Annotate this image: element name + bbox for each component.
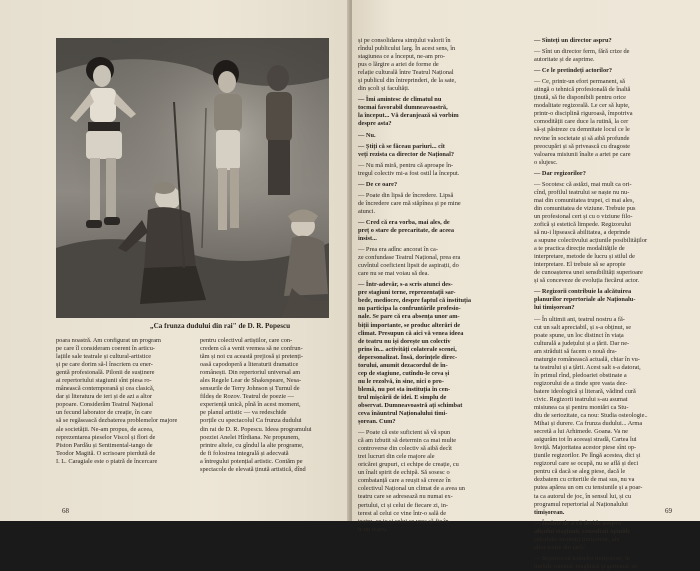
photo-caption: „Ca frunza dudului din rai" de D. R. Popescu xyxy=(150,322,291,330)
text-line: cep de stagiune, cutîndu-le ceva și xyxy=(358,369,450,377)
text-line: — Sînteți un director aspru? xyxy=(534,37,612,44)
text-line: a întregului potențial artistic. Contăm pe xyxy=(200,457,303,465)
text-line: — Într-adevăr, s-a scris atunci des- xyxy=(358,281,453,289)
text-line: — Îmi amintesc de climatul nu xyxy=(358,96,442,104)
text-line: observat. Dumneavoastră ați schimbat xyxy=(358,401,463,409)
text-line: rîndul publicului larg. În acest sens, în xyxy=(358,45,456,53)
text-line: celorlalte instituții timișorene, ale xyxy=(534,535,620,543)
text-line: maturgie românească actuală, chiar în vu- xyxy=(534,355,640,363)
left-page xyxy=(0,0,350,521)
text-line: printr-o disciplină riguroasă, împotriva xyxy=(534,110,633,118)
text-line: — Nu. xyxy=(358,131,376,139)
text-line: stagiunea ce a început, ne-am pro- xyxy=(358,53,446,61)
text-line: misiunea ca și pentru montări ca Stu- xyxy=(534,404,629,412)
text-line: altor teatre din țară? xyxy=(534,543,585,551)
text-line: Teodor Magită. O scrisoare pierdută de xyxy=(56,449,156,457)
right-page xyxy=(352,0,700,570)
text-line: — De ce oare? xyxy=(358,180,398,188)
text-column-2 xyxy=(200,337,331,474)
text-line: putea apărea un om cu tensiunile și a poar- xyxy=(534,484,643,492)
text-line: pus o lărgire a ariei de forme de xyxy=(358,61,439,69)
text-line: pentru că dacă se aleg piese, dacă le xyxy=(534,468,626,476)
text-line: combatanță care a reușit să creeze în xyxy=(358,477,451,485)
text-line: în primul rînd, pledoariei obstinate a xyxy=(534,371,627,379)
text-line: — Repertoriul teatrelor timișorene, în xyxy=(534,554,631,562)
text-line: a te practica direcție modalitățile de xyxy=(534,245,625,253)
text-line: preț o stare de precaritate, de aceea xyxy=(358,226,455,234)
text-line: — Știți că se făceau pariuri... cît xyxy=(358,142,445,150)
text-line: ta ca autorul de joc, în sensul lui, și cu xyxy=(534,492,632,500)
text-line: credem că a venit vremea să ne confrun- xyxy=(200,345,303,353)
text-line: — Dar regizorilor? xyxy=(534,169,586,177)
text-line: relație culturală între Teatrul Național xyxy=(358,69,454,77)
text-line: interpretare, metode de lucru și stilul de xyxy=(534,253,635,261)
text-line: poate spune, un loc distinct în viața xyxy=(534,331,624,339)
text-line: — Socotesc că astăzi, mai mult ca ori- xyxy=(534,180,632,188)
text-line: bede, mediocre, despre faptul că instituția xyxy=(358,297,472,305)
text-line: ținută, să fie disponibili pentru orice xyxy=(534,94,626,102)
text-line: afișului stagiunii, consultați opiniile xyxy=(534,527,631,535)
text-line: a supune colectivului acțiunile posibilităților xyxy=(534,237,648,245)
text-line: nale. Se pare că era absența unor am- xyxy=(358,313,460,321)
text-line: culturală a județului și a țării. Dar ne- xyxy=(534,339,630,347)
text-line: reprezentarea pieselor Viscol și flori de xyxy=(56,433,156,441)
text-line: regizorului de a tinde spre vasta dez- xyxy=(534,379,628,387)
text-line: poara noastră. Am configurat un program xyxy=(56,337,161,344)
text-line: autoritate și de asprime. xyxy=(534,56,595,64)
text-line: teatru, ce ic și celui ce vrea să fie în- xyxy=(358,517,451,525)
text-line: șorean. Cum? xyxy=(358,418,396,426)
text-line: românești. Din repertoriul universal am xyxy=(200,369,301,377)
text-line: atingă o tehnică profesională de înaltă xyxy=(534,86,631,94)
text-line: nu le rezolvă, în sine, nici o pro- xyxy=(358,377,444,385)
text-line: I. L. Caragiale este o piatră de încercare xyxy=(56,457,158,465)
text-line: tregul colectiv mi-a fost ostil la început. xyxy=(358,169,460,177)
text-line: torului, anumit dezacordul de în- xyxy=(358,361,448,369)
text-line: ales Regele Lear de Shakespeare, Nesa- xyxy=(200,377,302,385)
text-line: ceva înăuntrul Naționalului timi- xyxy=(358,410,448,418)
text-line: planurilor repertoriale ale Naționalu- xyxy=(534,296,636,304)
text-line: nu participa la confruntările profesio- xyxy=(358,305,461,313)
text-line: despre asta? xyxy=(358,120,392,128)
text-line: valoarea misiunii înalte a artei pe care xyxy=(534,150,631,158)
text-line: ai repertoriului stagiunii sînt piesa ro- xyxy=(56,377,152,385)
text-line: civic. Regizorii teatrului s-au asumat xyxy=(534,395,628,403)
text-line: dezbatem cu criteriile de mai sus, nu va xyxy=(534,476,635,484)
text-line: — Ce, printr-un efort permanent, să xyxy=(534,78,625,86)
text-line: că am izbutit să determin ca mai multe xyxy=(358,437,457,445)
text-line: pe care îl consideram coerent în articu- xyxy=(56,345,155,353)
text-line: printre altele, cu gîndul la alte programe, xyxy=(200,441,304,449)
text-line: oricărei grupuri, ci echipe de creație, cu xyxy=(358,461,459,469)
text-line: popoare. Considerăm Teatrul Național xyxy=(56,401,154,409)
text-line: mai din comunitatea trupei, ci mai ales, xyxy=(534,196,635,204)
text-line: cuvîntul coeficient lipsit de aspirații, do xyxy=(358,262,459,270)
text-column-3 xyxy=(358,37,490,534)
text-line: cut un salt apreciabil, și s-a obținut, se xyxy=(534,323,632,331)
text-line: limbile română, maghiară și germană, se xyxy=(534,562,638,570)
text-line: batere ideologică și literară, vădind cură xyxy=(534,387,636,395)
text-line: programul repertorial al Naționalului xyxy=(534,500,628,508)
text-line: interpretare. El trebuie să se apropie xyxy=(534,261,626,269)
text-line: controverse din colectiv să aibă decît xyxy=(358,445,452,453)
text-column-4 xyxy=(534,37,666,571)
text-line: modalitate regizorală. Le cer să lupte, xyxy=(534,102,630,110)
text-line: țiunile regizorilor. Pe lîngă acestea, dici și xyxy=(534,452,641,460)
text-line: lațiile sale teatrale și cultural-artistice xyxy=(56,353,152,361)
text-line: teatru care se adresează nu numai ex- xyxy=(358,493,453,501)
text-line: blemă, nu pot sta instituția în cen- xyxy=(358,385,451,393)
text-line: tr-un teatru. xyxy=(358,525,388,533)
text-line: din comunitatea de viziune. Trebuie pus xyxy=(534,204,636,212)
text-line: Mihai și durere. Ca frunza dudului... Arma xyxy=(534,420,643,428)
text-column-1 xyxy=(56,337,188,466)
page-number-left: 68 xyxy=(62,507,69,515)
text-line: comodității care duce la rutină, la cer xyxy=(534,118,629,126)
text-line: prins în... activități colaterale scenei, xyxy=(358,345,457,353)
text-line: — Sînt un director ferm, fără crize de xyxy=(534,48,630,56)
text-line: atunci. xyxy=(358,207,376,215)
text-line: mânească contemporană și cea clasică, xyxy=(56,385,155,393)
text-line: insist... xyxy=(358,235,377,243)
text-line: ze confundase Teatrul Național, prea era xyxy=(358,254,461,262)
text-line: pentru colectivul artiștilor, care con- xyxy=(200,337,293,344)
text-line: care nu se mai voiau să dea. xyxy=(358,270,429,278)
text-line: din școli și facultăți. xyxy=(358,85,410,93)
text-line: — Ce le pretindeți actorilor? xyxy=(534,67,613,75)
text-line: secretă a lui Arhimede. Goana. Va ne xyxy=(534,428,628,436)
text-line: diu de seriozitate, ca nou: Studia osteologie.. xyxy=(534,412,648,420)
text-line: pre stagiuni terne, reprezentații sar- xyxy=(358,289,456,297)
text-line: un fecund laborator de creație, în care xyxy=(56,409,152,417)
text-line: colectivul Național un climat de a avea un xyxy=(358,485,465,493)
text-line: un profesional cert și cu o viziune filo- xyxy=(534,212,633,220)
text-line: Piston Pardău și Sentimental-tango de xyxy=(56,441,153,449)
text-line: fildeș de Rozov. Teatrul de poezie — xyxy=(200,393,294,401)
text-line: regizorul care se ocupă, nu se află și deci xyxy=(534,460,639,468)
text-line: — Poate că este suficient să vă spun xyxy=(358,429,451,437)
text-line: oasă capodoperă a literaturii dramatice xyxy=(200,361,299,369)
text-line: de teatru nu iși dorește un colectiv xyxy=(358,337,451,345)
text-line: timișorean. xyxy=(534,508,565,516)
text-line: ale societății. Ne-am propus, de aceea, xyxy=(56,425,154,433)
text-line: depersonalizat. Însă, dorințele direc- xyxy=(358,353,458,361)
text-line: din rai de D. R. Popescu. Ideea programului xyxy=(200,425,312,433)
text-line: și să conceveze de evoluția fiecărui actor. xyxy=(534,277,640,285)
text-line: gentă profesională. Pilonii de susținere xyxy=(56,369,155,377)
text-line: zofică și estetică limpede. Regizorului xyxy=(534,220,632,228)
text-line: spectacole de elevată ținută artistică, dînd xyxy=(200,465,306,473)
text-line: și publicul din întreprinderi, de la sate, xyxy=(358,77,456,85)
text-line: de încredere care mă stăpînea și pe mine xyxy=(358,199,461,207)
text-line: — Prea era adînc ancorat în ca- xyxy=(358,246,438,254)
text-line: experiență unică, pînă în acest moment, xyxy=(200,401,301,409)
text-line: terest al celui ce vine într-o sală de xyxy=(358,509,447,517)
text-line: de cunoașterea unei sensibilități superioare xyxy=(534,269,643,277)
text-line: să-și păstreze cu demnitate locul ce le xyxy=(534,126,630,134)
text-line: pe planul artistic — va redeschide xyxy=(200,409,287,417)
text-line: — Nu mă miră, pentru că aproape în- xyxy=(358,161,454,169)
text-line: pertului, ci și celui de fiecare zi, in- xyxy=(358,501,449,509)
text-line: — Înainte de a vă decide asupra xyxy=(534,519,622,527)
text-line: lui timișorean? xyxy=(534,304,575,312)
text-line: și pe consolidarea simțului valorii în xyxy=(358,37,451,44)
text-line: sensurile de Terry Johnson și Turnul de xyxy=(200,385,300,393)
text-line: climat. Presupun că aici vă venea ideea xyxy=(358,329,464,337)
text-line: dar și literatura de ieri și de azi a altor xyxy=(56,393,152,401)
text-line: revine în societate și să aibă profunde xyxy=(534,134,630,142)
text-line: preocupări și să privească cu dragoste xyxy=(534,142,630,150)
text-line: — Regizorii contribuie la alcătuirea xyxy=(534,288,632,296)
text-line: veți rezista ca director de Național? xyxy=(358,150,455,158)
theatre-photo-illustration xyxy=(56,38,329,318)
text-line: — În ultimii ani, teatrul nostru a fă- xyxy=(534,315,625,323)
text-line: — Poate din lipsă de încredere. Lipsă xyxy=(358,191,454,199)
text-line: ta teatrului și a țării. Acest salt s-a datorat, xyxy=(534,363,641,371)
text-line: — Cred că era vorba, mai ales, de xyxy=(358,218,450,226)
text-line: un înalt spirit de echipă. Să sosesc o xyxy=(358,469,450,477)
text-line: porțile cu spectacolul Ca frunza dudului xyxy=(200,417,302,425)
text-line: de fi folosirea integrală și adecvată xyxy=(200,449,289,457)
text-line: tocmai favorabil dumneavoastră, xyxy=(358,104,448,112)
text-line: cînd, profilul teatrului se naște nu nu- xyxy=(534,188,630,196)
text-line: biții importante, se produc alterări de xyxy=(358,321,461,329)
theatre-photo xyxy=(56,38,329,318)
text-line: o slujesc. xyxy=(534,158,558,166)
page-number-right: 69 xyxy=(665,507,672,515)
text-line: să nu-i lipsească abilitatea, a deprinde xyxy=(534,229,631,237)
text-line: poeziei Anelei Hîrdiana. Ne propunem, xyxy=(200,433,300,441)
text-line: și pe care dorim să-l înscriem cu ener- xyxy=(56,361,153,369)
text-line: am străduit să facem o nouă dra- xyxy=(534,347,617,355)
text-line: Ioviță. Majoritatea acestor piese sînt op- xyxy=(534,444,637,452)
text-line: trei lucruri din cele majore ale xyxy=(358,453,435,461)
text-line: asigurăm tot în aceeași stradă, Cartea lui xyxy=(534,436,637,444)
text-line: să se regăsească dezbaterea problemelor majore xyxy=(56,417,178,425)
text-line: la început... Vă deranjează să vorbim xyxy=(358,112,459,120)
text-line: trul mișcării de idei. E simplu de xyxy=(358,393,447,401)
text-line: tăm și noi cu această prejiosă și pretenți- xyxy=(200,353,304,361)
